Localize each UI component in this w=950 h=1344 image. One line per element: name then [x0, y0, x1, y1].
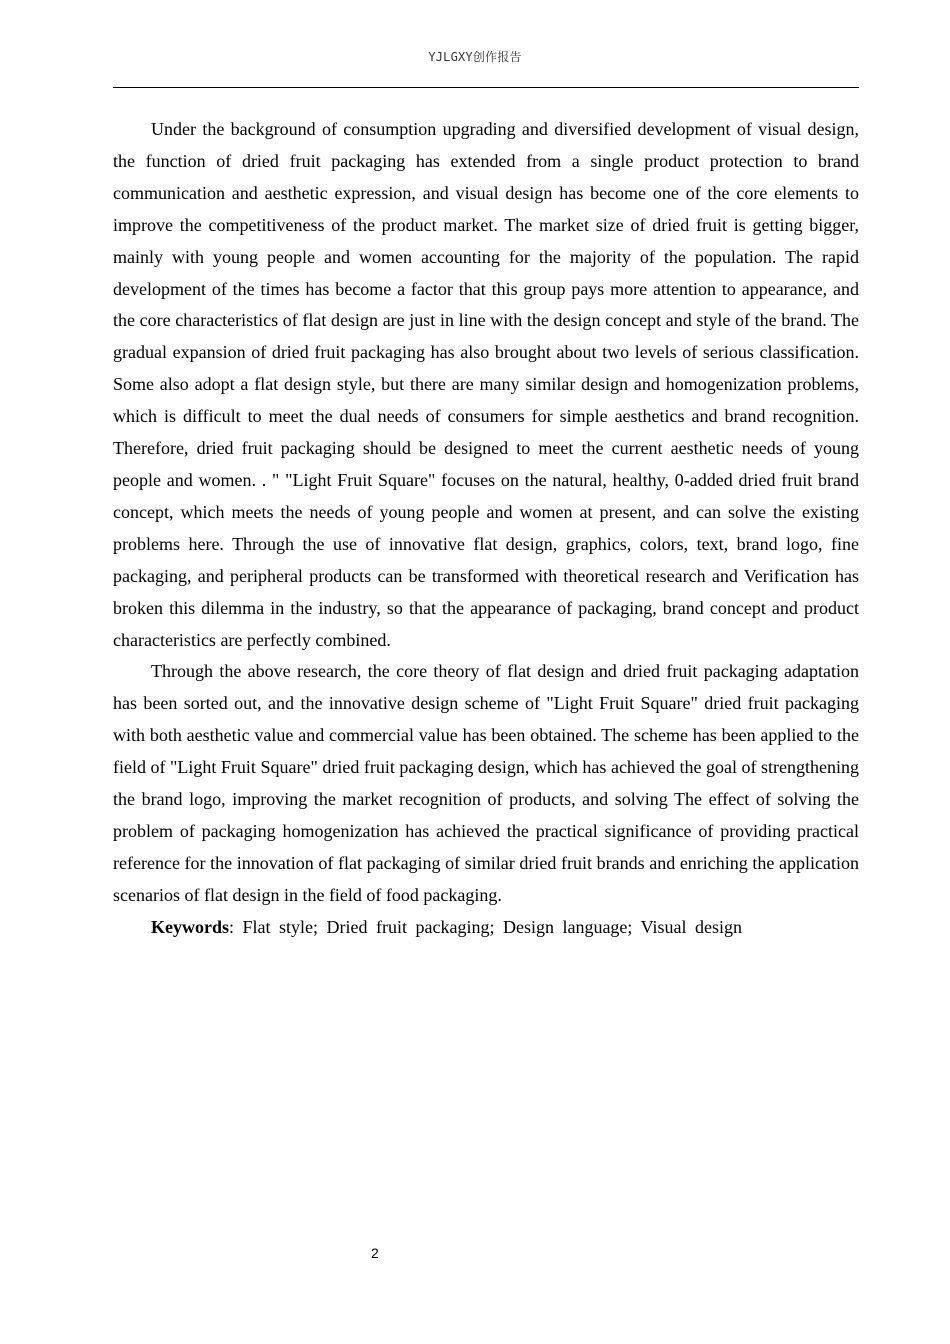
abstract-paragraph-2: Through the above research, the core theory of flat design and dried fruit packaging adaptation has been sorted out, and the innovative design scheme of "Light Fruit Square" dried fruit packaging with both aesthetic value and commercial value has been obtained. The scheme has been applied to the field of "Light Fruit Square" dried fruit packaging design, which has achieved the goal of strengthening the brand logo, improving the market recognition of products, and solving The effect of solving the problem of packaging homogenization has achieved the practical significance of providing practical reference for the innovation of flat packaging of similar dried fruit brands and enriching the application scenarios of flat design in the field of food packaging. — [113, 661, 859, 905]
keywords-list: Flat style; Dried fruit packaging; Design language; Visual design — [234, 916, 743, 937]
keywords-label: Keywords — [151, 916, 229, 937]
header-divider — [113, 87, 859, 88]
abstract-body — [113, 114, 859, 944]
running-header: YJLGXY创作报告 — [428, 50, 522, 64]
keywords-separator: : — [229, 916, 235, 937]
page-number: 2 — [371, 1245, 379, 1261]
abstract-paragraph-1: Under the background of consumption upgrading and diversified development of visual design, the function of dried fruit packaging has extended from a single product protection to brand communication and aesthetic expression, and visual design has become one of the core elements to improve the competitiveness of the product market. The market size of dried fruit is getting bigger, mainly with young people and women accounting for the majority of the population. The rapid development of the times has become a factor that this group pays more attention to appearance, and the core characteristics of flat design are just in line with the design concept and style of the brand. The gradual expansion of dried fruit packaging has also brought about two levels of serious classification. Some also adopt a flat design style, but there are many similar design and homogenization problems, which is difficult to meet the dual needs of consumers for simple aesthetics and brand recognition. Therefore, dried fruit packaging should be designed to meet the current aesthetic needs of young people and women. . " "Light Fruit Square" focuses on the natural, healthy, 0-added dried fruit brand concept, which meets the needs of young people and women at present, and can solve the existing problems here. Through the use of innovative flat design, graphics, colors, text, brand logo, fine packaging, and peripheral products can be transformed with theoretical research and Verification has broken this dilemma in the industry, so that the appearance of packaging, brand concept and product characteristics are perfectly combined. — [113, 119, 859, 650]
keywords-line — [113, 912, 859, 944]
